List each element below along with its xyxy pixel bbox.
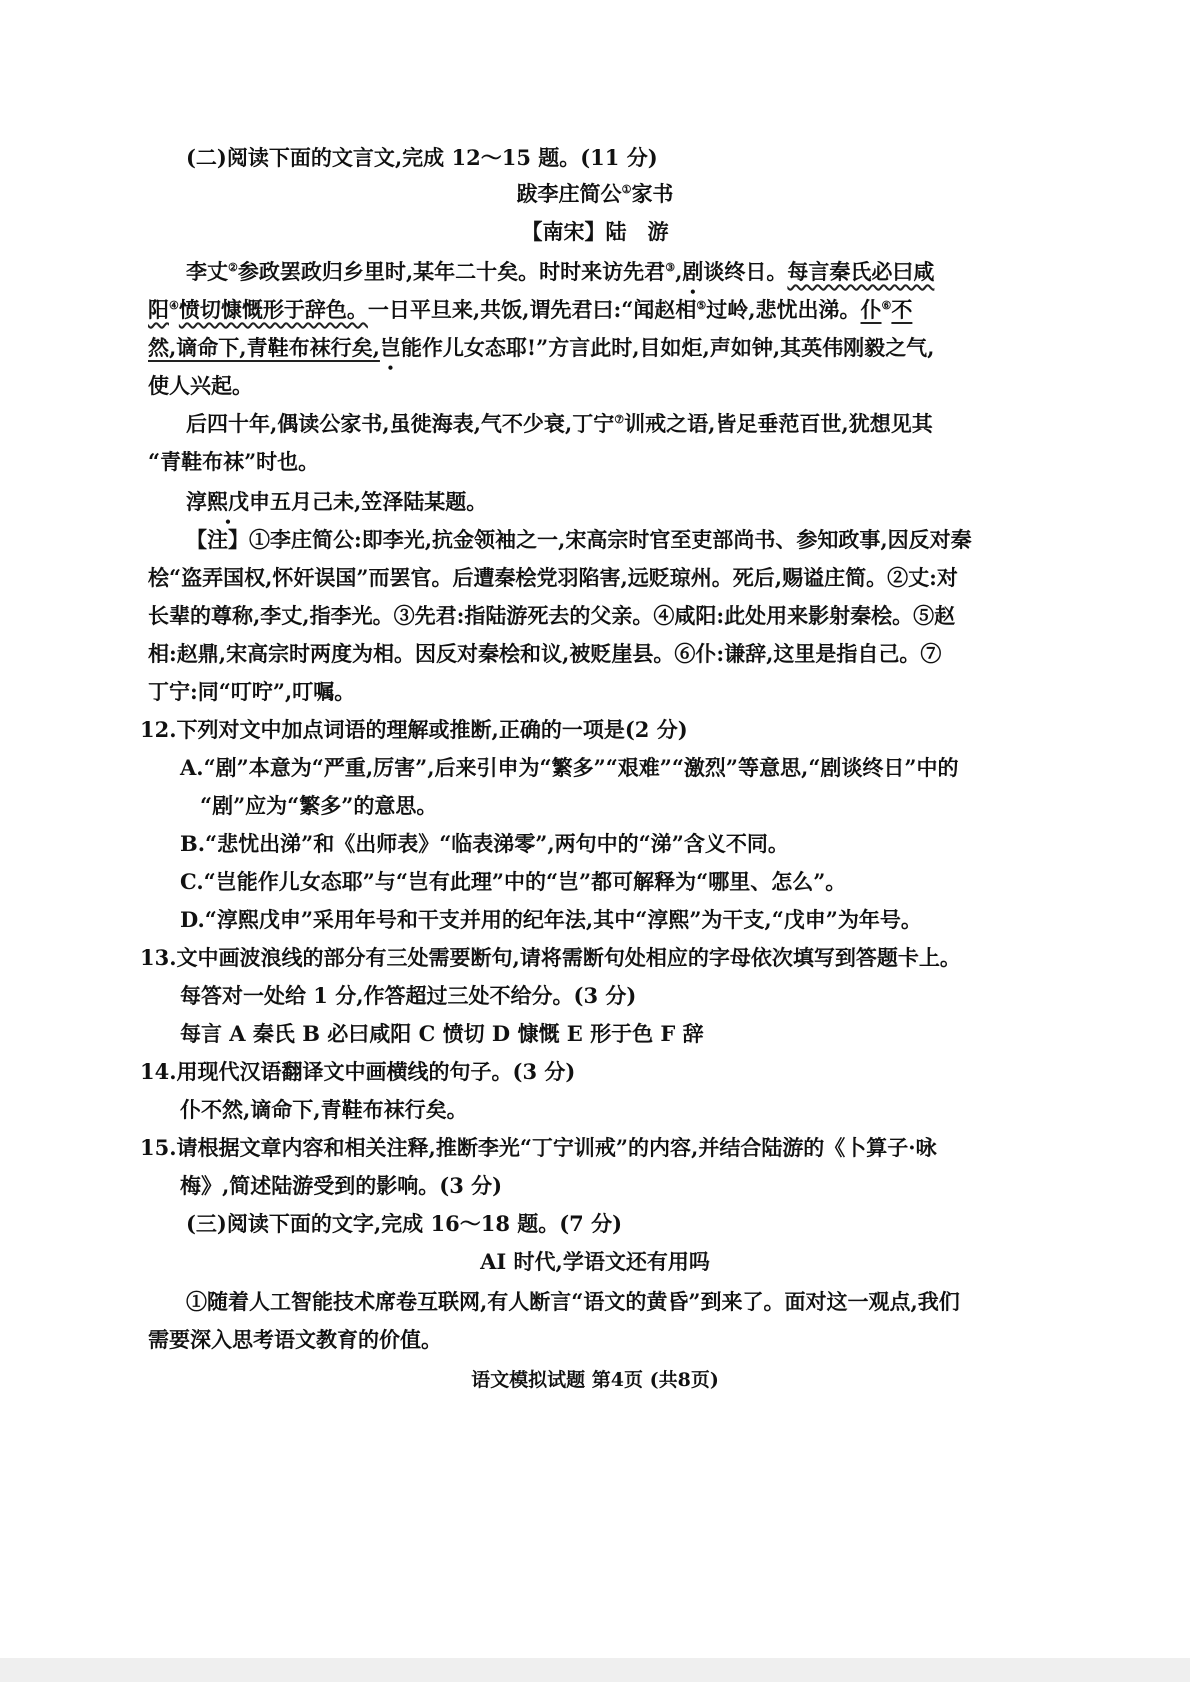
wavy-underlined-text: 每言秦氏必曰咸 — [787, 259, 935, 284]
passage-title — [0, 180, 1190, 208]
passage-author: 【南宋】陆 游 — [521, 219, 669, 244]
article-title: AI 时代,学语文还有用吗 — [480, 1249, 710, 1274]
option-d: D.“淳熙戊申”采用年号和干支并用的纪年法,其中“淳熙”为干支,“戊申”为年号。 — [180, 907, 922, 932]
text: 过岭,悲忧出涕。 — [706, 297, 861, 322]
passage-line — [186, 488, 487, 516]
question-12-stem: 12.下列对文中加点词语的理解或推断,正确的一项是(2 分) — [140, 717, 688, 742]
passage-line — [186, 410, 933, 438]
option-c: C.“岂能作儿女态耶”与“岂有此理”中的“岂”都可解释为“哪里、怎么”。 — [180, 869, 847, 894]
note-line: 【注】①李庄简公:即李光,抗金领袖之一,宋高宗时官至吏部尚书、参知政事,因反对秦 — [186, 527, 972, 552]
text: 一日平旦来,共饭,谓先君曰:“闻赵相 — [367, 297, 697, 322]
article-line: 需要深入思考语文教育的价值。 — [148, 1327, 442, 1352]
wavy-underlined-text: 阳 — [148, 297, 169, 322]
passage-line — [148, 296, 912, 324]
section-heading: (三)阅读下面的文字,完成 16～18 题。(7 分) — [186, 1211, 623, 1236]
footnote-marker: ③ — [665, 261, 676, 274]
footnote-marker: ② — [228, 261, 238, 274]
text: 后四十年,偶读公家书,虽徙海表,气不少衰,丁宁 — [186, 411, 615, 436]
title-text: 家书 — [631, 181, 674, 206]
passage-line — [148, 334, 934, 362]
note-line: 桧“盗弄国权,怀奸误国”而罢官。后遭秦桧党羽陷害,远贬琼州。死后,赐谥庄简。②丈:对 — [148, 565, 958, 590]
title-text: 跋李庄简公 — [516, 181, 622, 206]
footnote-marker: ④ — [169, 299, 179, 312]
text: 五月己未,笠泽陆某题。 — [270, 489, 488, 514]
question-15-stem-continued: 梅》,简述陆游受到的影响。(3 分) — [180, 1173, 503, 1198]
note-line: 长辈的尊称,李丈,指李光。③先君:指陆游死去的父亲。④咸阳:此处用来影射秦桧。⑤赵 — [148, 603, 956, 628]
footnote-marker: ⑥ — [881, 299, 892, 312]
page-footer: 语文模拟试题 第4页 (共8页) — [471, 1369, 719, 1391]
footnote-marker: ① — [621, 183, 632, 196]
text: , — [675, 259, 683, 284]
wavy-underlined-text: 愤切慷慨形于辞色。 — [178, 297, 368, 322]
question-13-stem: 13.文中画波浪线的部分有三处需要断句,请将需断句处相应的字母依次填写到答题卡上。 — [140, 945, 961, 970]
dotted-word: 剧 — [682, 259, 704, 284]
passage-line: 使人兴起。 — [148, 373, 253, 398]
text: 李丈 — [186, 259, 228, 284]
underlined-text: 仆 — [860, 297, 882, 322]
question-14-text: 仆不然,谪命下,青鞋布袜行矣。 — [180, 1097, 468, 1122]
text: 谈终日。 — [703, 259, 788, 284]
option-a-continued: “剧”应为“繁多”的意思。 — [200, 793, 438, 818]
dotted-word: 岂 — [379, 335, 401, 360]
note-line: 相:赵鼎,宋高宗时两度为相。因反对秦桧和议,被贬崖县。⑥仆:谦辞,这里是指自己。⑦ — [148, 641, 942, 666]
section-heading: (二)阅读下面的文言文,完成 12～15 题。(11 分) — [186, 145, 658, 170]
footnote-marker: ⑤ — [696, 299, 707, 312]
text: 能作儿女态耶!”方言此时,目如炬,声如钟,其英伟刚毅之气, — [400, 335, 935, 360]
question-15-stem: 15.请根据文章内容和相关注释,推断李光“丁宁训戒”的内容,并结合陆游的《卜算子·咏 — [140, 1135, 937, 1160]
question-14-stem: 14.用现代汉语翻译文中画横线的句子。(3 分) — [140, 1059, 576, 1084]
underlined-text: 不 — [891, 297, 913, 322]
question-13-stem-continued: 每答对一处给 1 分,作答超过三处不给分。(3 分) — [180, 983, 637, 1008]
text: 训戒之语,皆足垂范百世,犹想见其 — [624, 411, 933, 436]
footnote-marker: ⑦ — [614, 413, 625, 426]
option-b: B.“悲忧出涕”和《出师表》“临表涕零”,两句中的“涕”含义不同。 — [180, 831, 789, 856]
passage-line — [186, 258, 934, 286]
dotted-word: 淳熙戊申 — [186, 489, 270, 514]
question-13-text: 每言 A 秦氏 B 必曰咸阳 C 愤切 D 慷慨 E 形于色 F 辞 — [180, 1021, 704, 1046]
article-line: ①随着人工智能技术席卷互联网,有人断言“语文的黄昏”到来了。面对这一观点,我们 — [186, 1289, 960, 1314]
note-line: 丁宁:同“叮咛”,叮嘱。 — [148, 679, 356, 704]
scan-edge — [0, 1658, 1190, 1682]
passage-line: “青鞋布袜”时也。 — [148, 449, 320, 474]
text: 参政罢政归乡里时,某年二十矣。时时来访先君 — [237, 259, 666, 284]
option-a: A.“剧”本意为“严重,厉害”,后来引申为“繁多”“艰难”“激烈”等意思,“剧谈终日”中的 — [180, 755, 959, 780]
underlined-text: 然,谪命下,青鞋布袜行矣, — [148, 335, 380, 360]
